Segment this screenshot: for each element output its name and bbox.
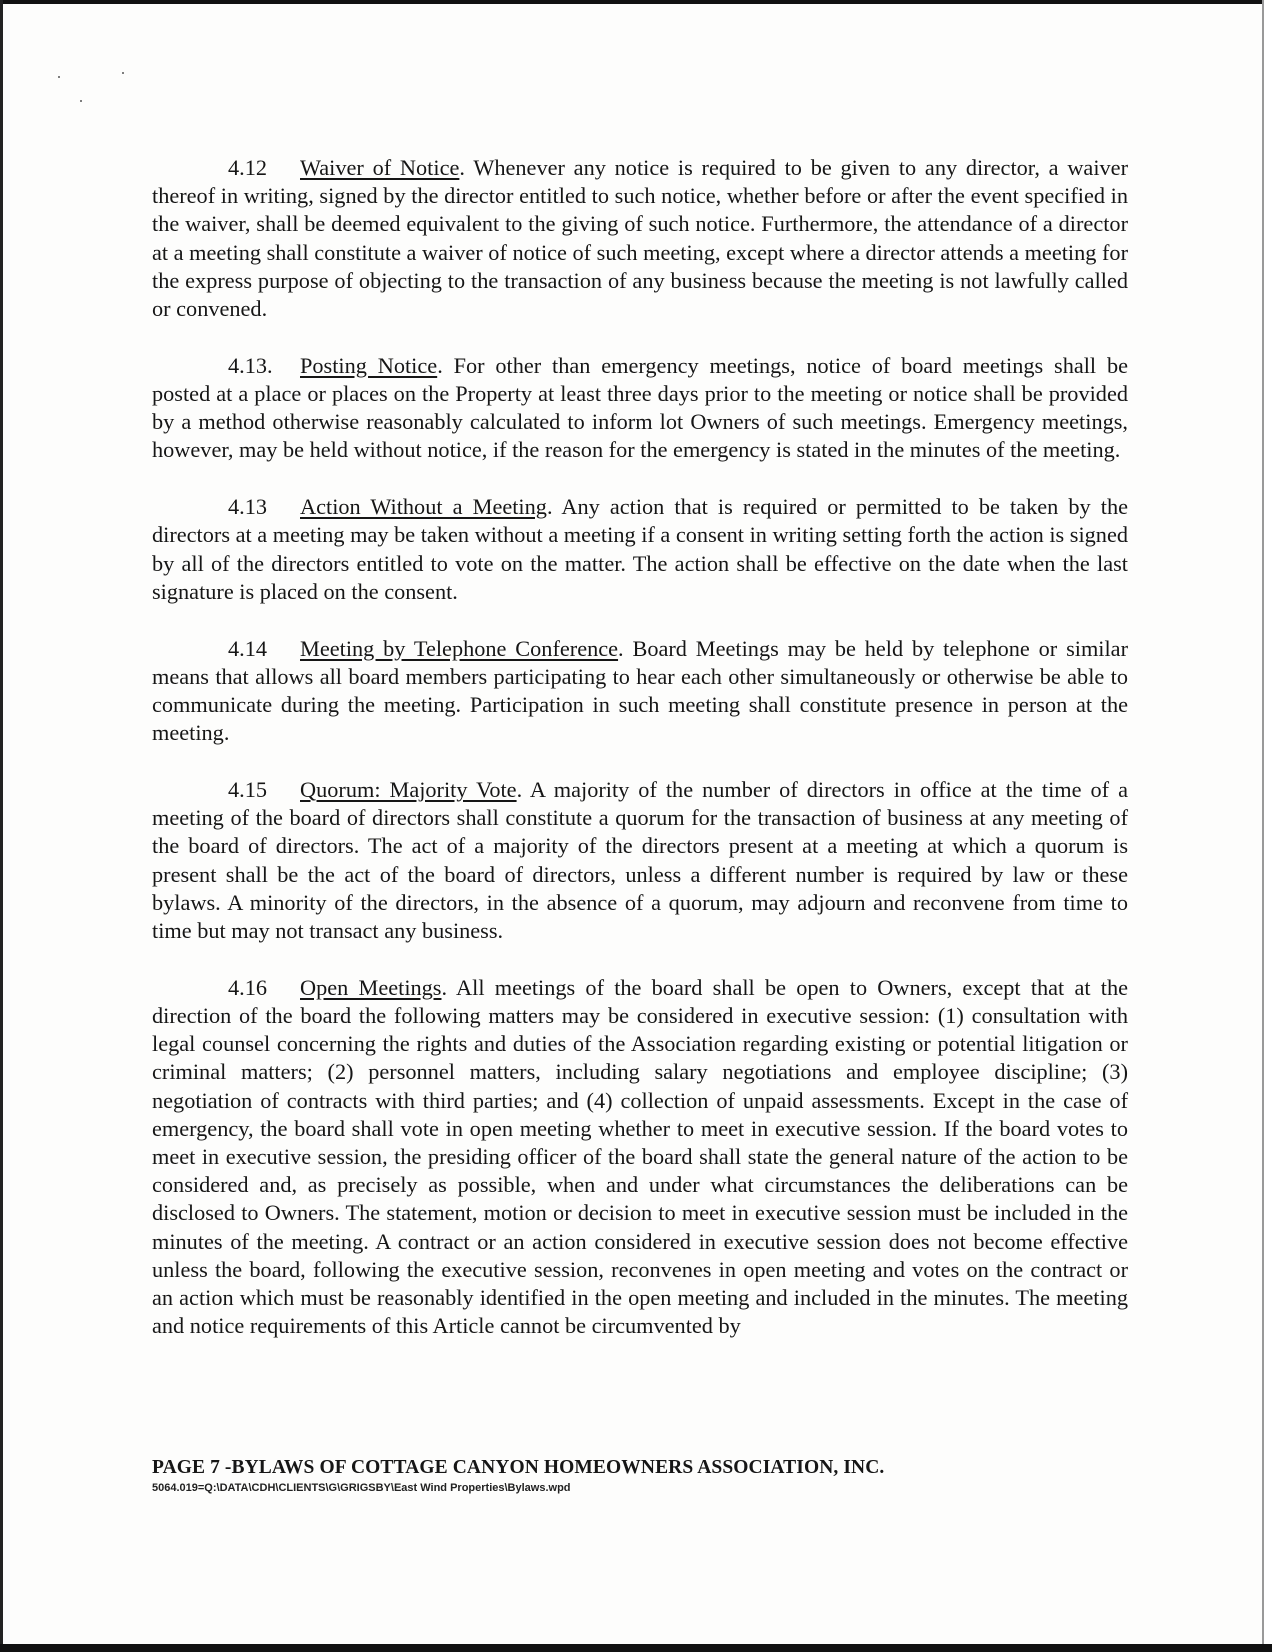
section-4-13-posting: [152, 352, 1128, 465]
section-text: . Board Meetings may be held by telephone or similar means that allows all board members participating to hear each other simultaneously or otherwise be able to communicate during the meeting. Participation in such meeting shall constitute presence in person at the meeting.: [152, 635, 1129, 746]
section-text: . For other than emergency meetings, notice of board meetings shall be posted at a place or places on the Property at least three days prior to the meeting or notice shall be provided by a method otherwise reasonably calculated to inform lot Owners of such meetings. Emergency meetings, however, may be held without notice, if the reason for the emergency is stated in the minutes of the meeting.: [152, 352, 1129, 463]
section-number: 4.13: [228, 494, 268, 520]
bylaws-body: [152, 154, 1128, 1340]
section-4-16: [152, 974, 1128, 1341]
section-number: 4.13.: [228, 352, 273, 378]
footer-file-path: 5064.019=Q:\DATA\CDH\CLIENTS\G\GRIGSBY\East Wind Properties\Bylaws.wpd: [152, 1482, 571, 1494]
section-heading: Meeting by Telephone Conference: [300, 635, 619, 661]
section-heading: Quorum: Majority Vote: [300, 777, 517, 803]
section-4-15: [152, 776, 1128, 945]
section-number: 4.12: [228, 155, 268, 180]
section-heading: Posting Notice: [300, 352, 438, 378]
section-heading: Open Meetings: [300, 974, 442, 1000]
scan-edge-left: [0, 0, 3, 1652]
scan-edge-top: [0, 0, 1272, 4]
section-4-12: [152, 154, 1128, 323]
scan-edge-right: [1262, 0, 1272, 1652]
section-4-13-action: [152, 493, 1128, 606]
footer-title: PAGE 7 -BYLAWS OF COTTAGE CANYON HOMEOWNERS ASSOCIATION, INC.: [152, 1457, 885, 1478]
section-heading: Action Without a Meeting: [300, 494, 547, 520]
section-number: 4.16: [228, 974, 268, 1000]
section-text: . Whenever any notice is required to be given to any director, a waiver thereof in writing, signed by the director entitled to such notice, whether before or after the event specified in the waiver, shall be deemed equivalent to the giving of such notice. Furthermore, the attendance of a director at a meeting shall constitute a waiver of notice of such meeting, except where a director attends a meeting for the express purpose of objecting to the transaction of any business because the meeting is not lawfully called or convened.: [152, 155, 1128, 322]
page-footer: [152, 1457, 1152, 1495]
scan-edge-bottom: [0, 1644, 1272, 1652]
section-text: . All meetings of the board shall be open to Owners, except that at the direction of the board the following matters may be considered in executive session: (1) consultation with legal counsel concerning the rights and duties of the Association regarding existing or potential litigation or criminal matters; (2) personnel matters, including salary negotiations and employee discipline; (3) negotiation of contracts with third parties; and (4) collection of unpaid assessments. Except in the case of emergency, the board shall vote in open meeting whether to meet in executive session. If the board votes to meet in executive session, the presiding officer of the board shall state the general nature of the action to be considered and, as precisely as possible, when and under what circumstances the deliberations can be disclosed to Owners. The statement, motion or decision to meet in executive session must be included in the minutes of the meeting. A contract or an action considered in executive session does not become effective unless the board, following the executive session, reconvenes in open meeting and votes on the contract or an action which must be reasonably identified in the open meeting and included in the minutes. The meeting and notice requirements of this Article cannot be circumvented by: [152, 974, 1128, 1339]
scan-speck: [122, 72, 124, 74]
scan-speck: [58, 76, 60, 78]
section-4-14: [152, 635, 1128, 748]
section-number: 4.14: [228, 635, 268, 661]
section-number: 4.15: [228, 777, 268, 803]
section-text: . Any action that is required or permitted to be taken by the directors at a meeting may be taken without a meeting if a consent in writing setting forth the action is signed by all of the directors entitled to vote on the matter. The action shall be effective on the date when the last signature is placed on the consent.: [152, 494, 1129, 604]
scan-speck: [80, 100, 82, 102]
section-heading: Waiver of Notice: [300, 155, 460, 180]
section-text: . A majority of the number of directors in office at the time of a meeting of the board of directors shall constitute a quorum for the transaction of business at any meeting of the board of directors. The act of a majority of the directors present at a meeting at which a quorum is present shall be the act of the board of directors, unless a different number is required by law or these bylaws. A minority of the directors, in the absence of a quorum, may adjourn and reconvene from time to time but may not transact any business.: [152, 777, 1128, 944]
